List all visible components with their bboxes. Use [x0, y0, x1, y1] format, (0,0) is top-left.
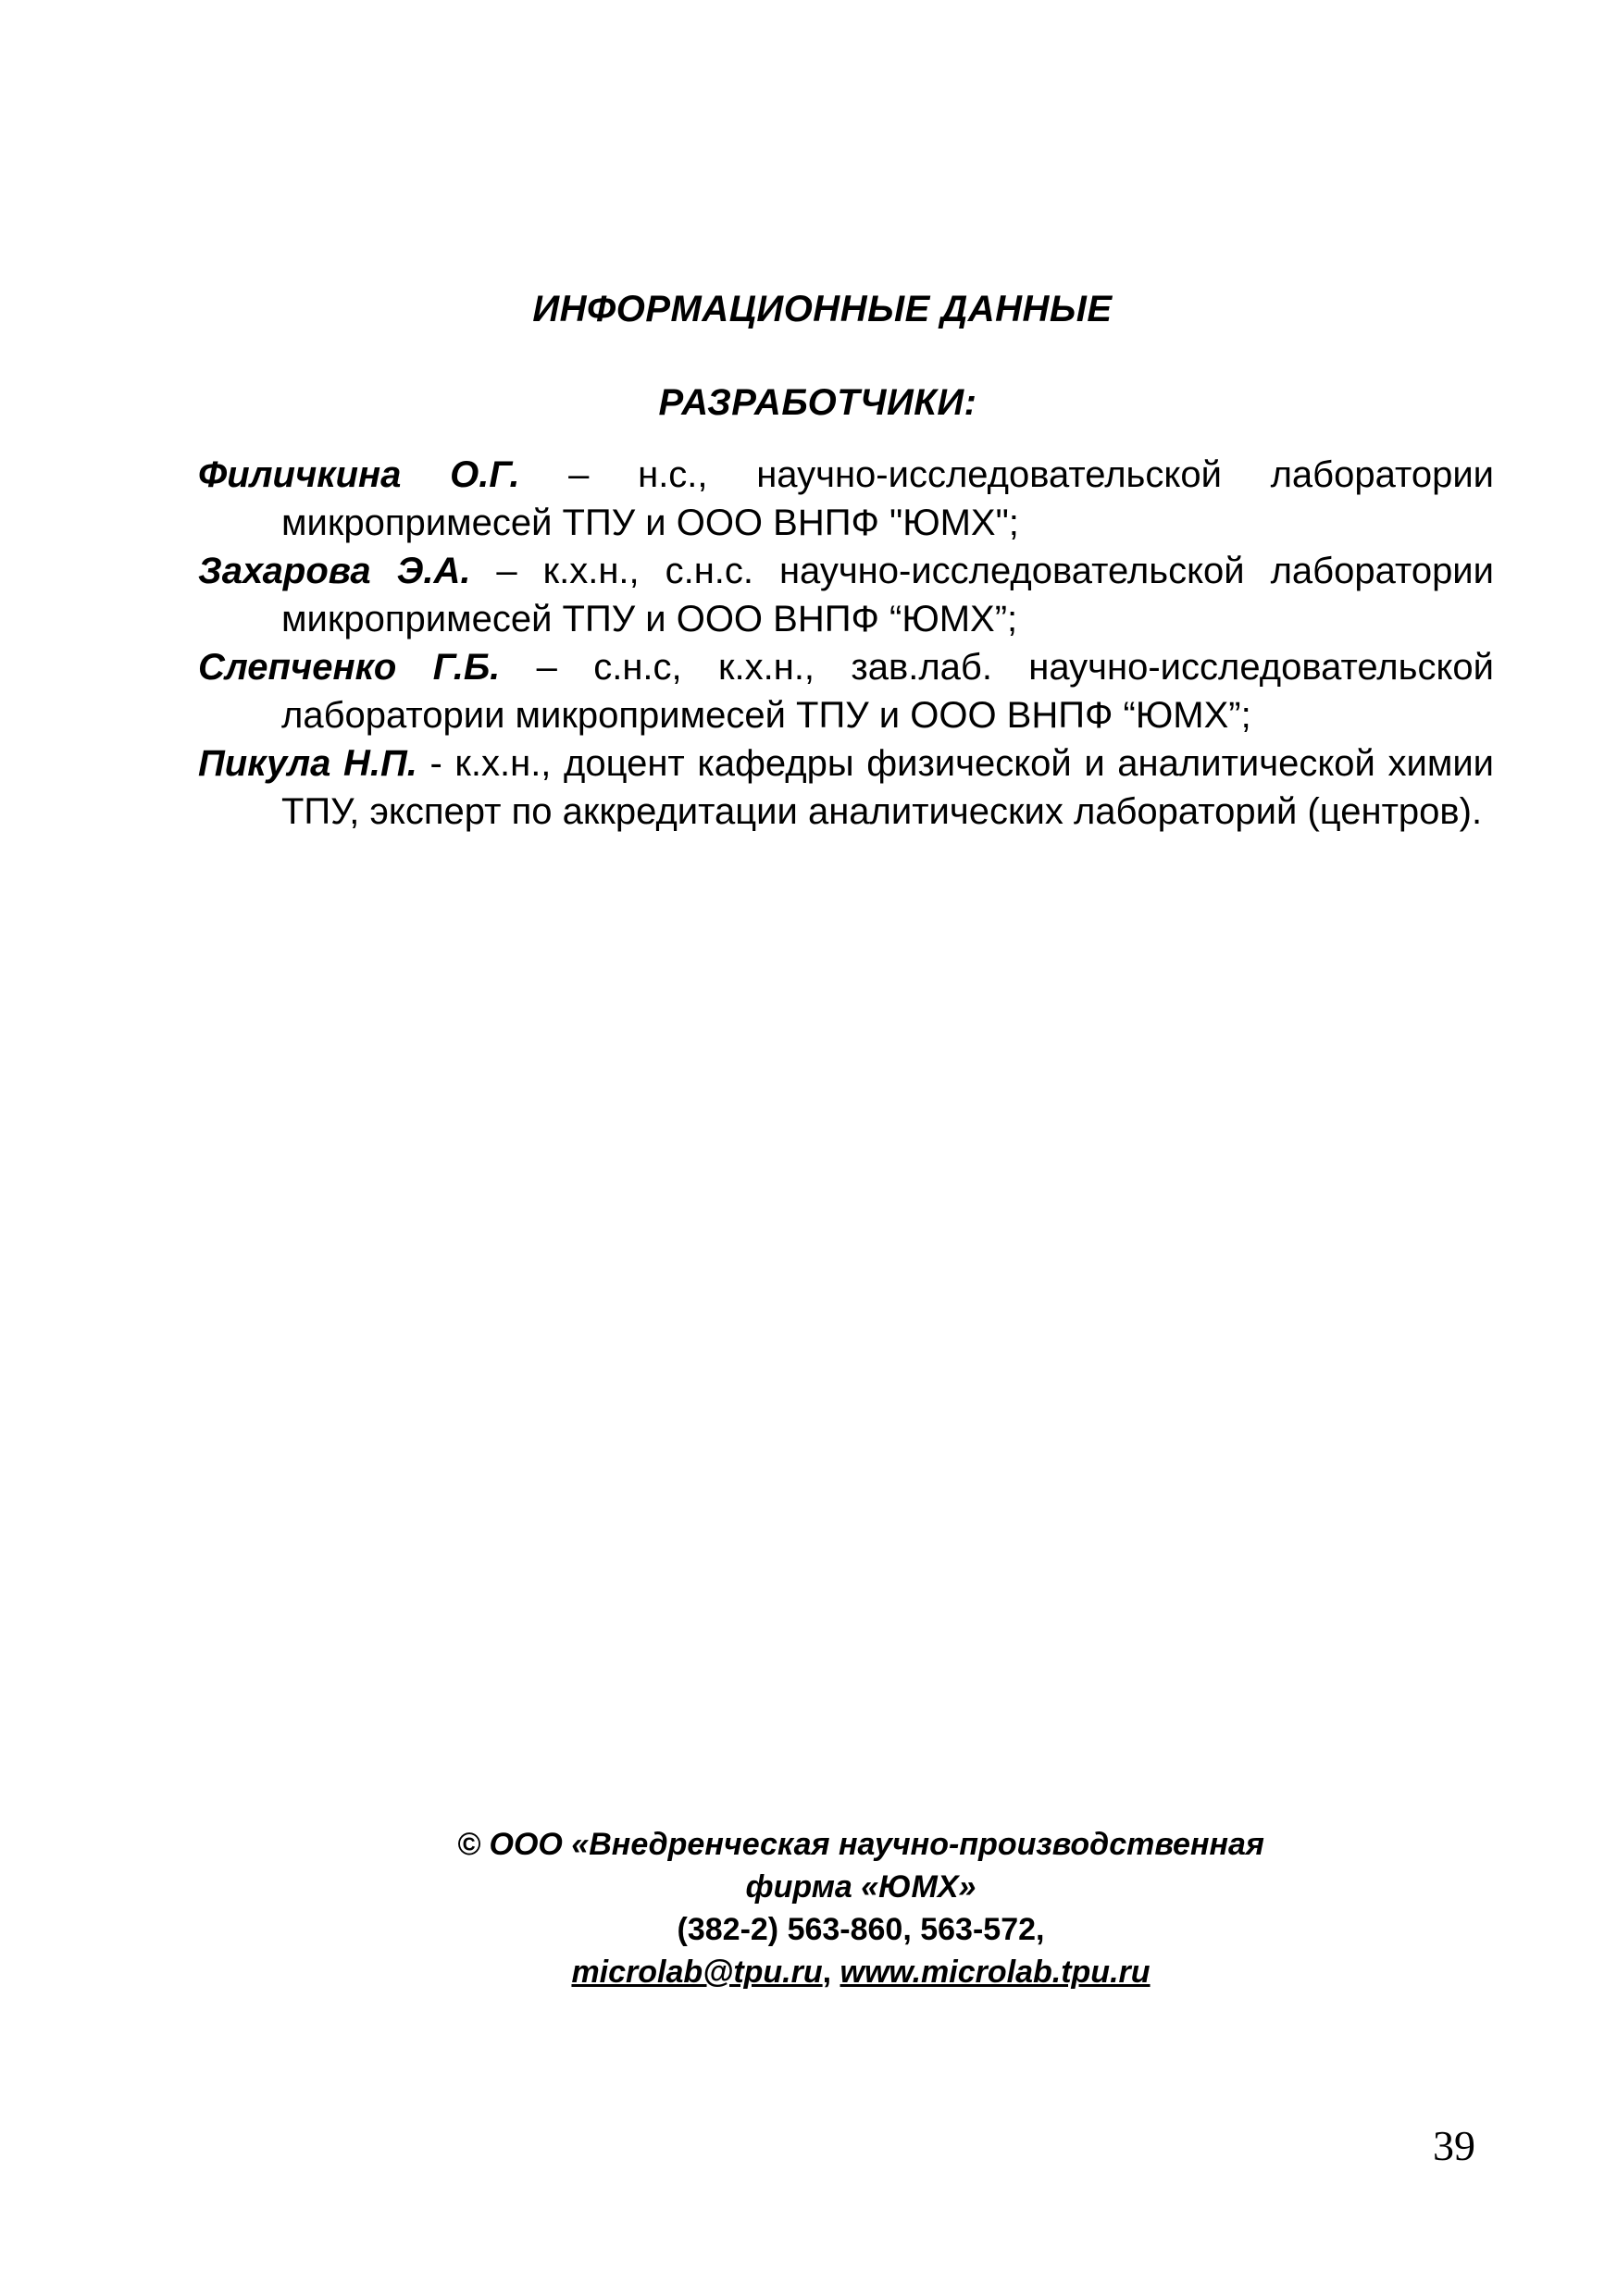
developer-description: – с.н.с, к.х.н., зав.лаб. научно-исследовательской лаборатории микропримесей ТПУ и ООО ВНПФ “ЮМХ”;: [281, 647, 1494, 736]
developers-heading: РАЗРАБОТЧИКИ:: [658, 382, 977, 423]
developer-description: – к.х.н., с.н.с. научно-исследовательской лаборатории микропримесей ТПУ и ООО ВНПФ “ЮМХ”;: [281, 551, 1494, 639]
developer-name: Филичкина О.Г.: [198, 454, 520, 495]
developer-name: Захарова Э.А.: [198, 551, 471, 591]
document-heading: ИНФОРМАЦИОННЫЕ ДАННЫЕ: [532, 289, 1113, 329]
developer-name: Пикула Н.П.: [198, 743, 417, 784]
developer-entry: [198, 643, 1494, 739]
copyright-phone-line: (382-2) 563-860, 563-572,: [677, 1912, 1045, 1947]
developer-name: Слепченко Г.Б.: [198, 647, 501, 688]
copyright-links-line: [398, 1951, 1324, 1993]
developers-list: [198, 451, 1494, 836]
developer-entry: [198, 739, 1494, 836]
copyright-company-line: © ООО «Внедренческая научно-производственная: [457, 1827, 1264, 1862]
developer-description: - к.х.н., доцент кафедры физической и аналитической химии ТПУ, эксперт по аккредитации аналитических лабораторий (центров).: [281, 743, 1495, 832]
copyright-block: [398, 1823, 1324, 1993]
developer-entry: [198, 547, 1494, 643]
website-link[interactable]: www.microlab.tpu.ru: [840, 1955, 1151, 1990]
links-separator: ,: [822, 1955, 840, 1990]
developer-entry: [198, 451, 1494, 547]
email-link[interactable]: microlab@tpu.ru: [571, 1955, 823, 1990]
page-number: 39: [1433, 2122, 1475, 2169]
developer-description: – н.с., научно-исследовательской лаборатории микропримесей ТПУ и ООО ВНПФ "ЮМХ";: [281, 454, 1495, 543]
copyright-firm-line: фирма «ЮМХ»: [745, 1869, 976, 1905]
